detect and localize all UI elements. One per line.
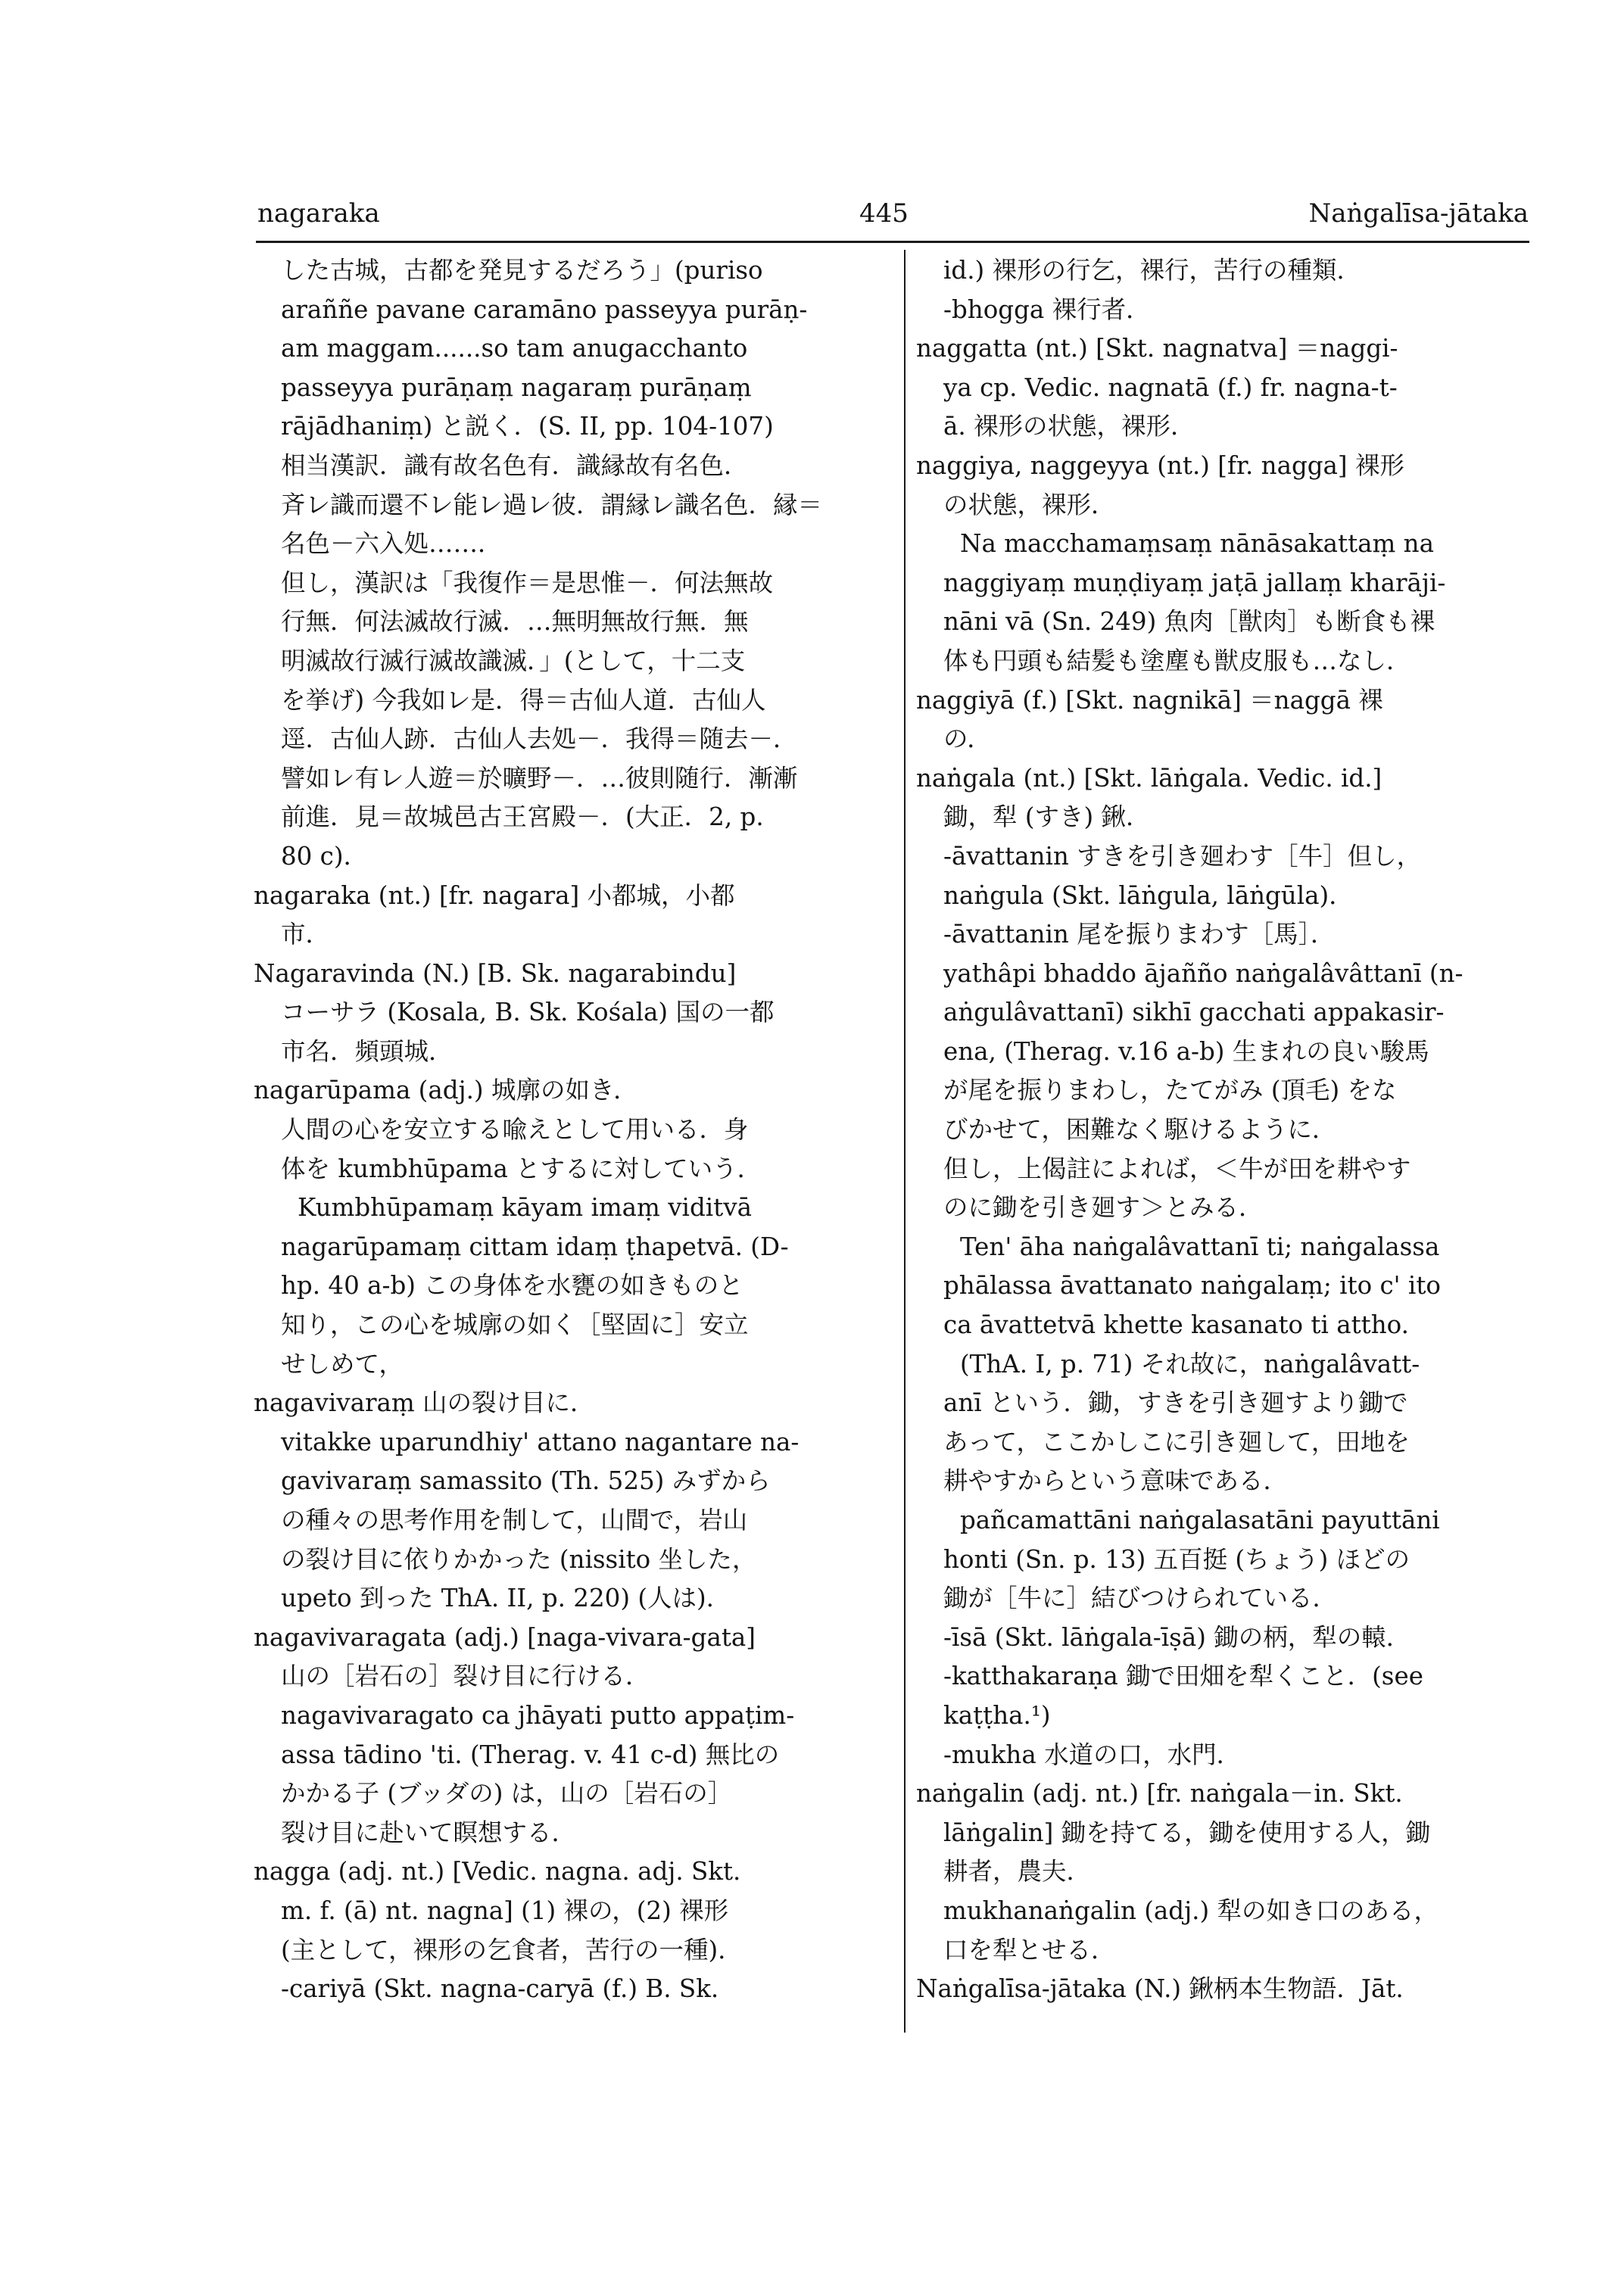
entry-text-line: vitakke uparundhiy' attano nagantare na-: [281, 1427, 800, 1456]
entry-text-line: ya cp. Vedic. nagnatā (f.) fr. nagna-t-: [943, 372, 1398, 402]
right-column: [916, 251, 1545, 2009]
entry-text-line: の裂け目に依りかかった (nissito 坐した，: [281, 1544, 757, 1574]
entry-text-line: upeto 到った ThA. II, p. 220) (人は)．: [281, 1584, 731, 1613]
entry-text-line: am maggam......so tam anugacchanto: [281, 334, 748, 363]
header-rule: [256, 241, 1529, 243]
entry-text-line: Na macchamaṃsaṃ nānāsakattaṃ na: [960, 529, 1434, 559]
entry-text-line: 逕．古仙人跡．古仙人去処－．我得＝随去－．: [281, 724, 798, 754]
entry-text-line: 耕やすからという意味である．: [943, 1466, 1289, 1496]
entry-text-line: 口を犁とせる．: [943, 1935, 1116, 1964]
entry-text-line: のに鋤を引き廻す＞とみる．: [943, 1193, 1264, 1223]
entry-text-line: assa tādino 'ti. (Therag. v. 41 c-d) 無比の: [281, 1740, 780, 1769]
entry-headword-line: nagga (adj. nt.) [Vedic. nagna. adj. Skt.: [254, 1857, 741, 1886]
entry-text-line: ca āvattetvā khette kasanato ti attho.: [943, 1310, 1409, 1340]
entry-text-line: の種々の思考作用を制して，山間で，岩山: [281, 1506, 748, 1534]
entry-text-line: pañcamattāni naṅgalasatāni payuttāni: [960, 1506, 1440, 1534]
entry-text-line: 但し，漢訳は「我復作＝是思惟－．何法無故: [281, 568, 774, 597]
entry-text-line: の．: [943, 724, 992, 754]
entry-text-line: nagarūpamaṃ cittam idaṃ ṭhapetvā. (D-: [281, 1232, 789, 1261]
entry-text-line: honti (Sn. p. 13) 五百挺 (ちょう) ほどの: [943, 1544, 1410, 1574]
entry-text-line: 前進．見＝故城邑古王宮殿－．(大正．2, p.: [281, 802, 764, 832]
entry-text-line: mukhanaṅgalin (adj.) 犁の如き口のある，: [943, 1896, 1439, 1925]
entry-text-line: kaṭṭha.¹): [943, 1700, 1051, 1730]
entry-text-line: m. f. (ā) nt. nagna] (1) 裸の，(2) 裸形: [281, 1896, 729, 1925]
entry-text-line: びかせて，困難なく駆けるように．: [943, 1115, 1337, 1145]
entry-text-line: passeyya purāṇaṃ nagaraṃ purāṇaṃ: [281, 372, 752, 402]
page-number: 445: [859, 198, 909, 229]
entry-text-line: naṅgula (Skt. lāṅgula, lāṅgūla)．: [943, 880, 1354, 910]
entry-text-line: 行無．何法滅故行滅．…無明無故行無．無: [281, 607, 749, 637]
entry-headword-line: nagaraka (nt.) [fr. nagara] 小都城，小都: [254, 880, 735, 910]
entry-text-line: ā. 裸形の状態，裸形．: [943, 412, 1195, 441]
entry-text-line: かかる子 (ブッダの) は，山の［岩石の］: [281, 1779, 733, 1809]
entry-text-line: の状態，裸形．: [943, 490, 1116, 519]
entry-text-line: Ten' āha naṅgalâvattanī ti; naṅgalassa: [960, 1232, 1440, 1261]
entry-text-line: rājādhaniṃ) と説く．(S. II, pp. 104-107): [281, 412, 774, 441]
entry-text-line: 80 c)．: [281, 841, 369, 871]
entry-text-line: 裂け目に赴いて瞑想する．: [281, 1818, 577, 1847]
entry-text-line: yathâpi bhaddo ājañño naṅgalâvâttanī (n-: [943, 958, 1463, 988]
entry-headword-line: Naṅgalīsa-jātaka (N.) 鍬柄本生物語．Jāt.: [916, 1974, 1404, 2004]
entry-text-line: phālassa āvattanato naṅgalaṃ; ito c' ito: [943, 1271, 1441, 1301]
entry-text-line: を挙げ) 今我如レ是．得＝古仙人道．古仙人: [281, 685, 766, 715]
entry-headword-line: naggiya, naggeyya (nt.) [fr. nagga] 裸形: [916, 450, 1404, 480]
entry-text-line: gavivaraṃ samassito (Th. 525) みずから: [281, 1466, 771, 1496]
entry-headword-line: naṅgala (nt.) [Skt. lāṅgala. Vedic. id.]: [916, 763, 1382, 793]
entry-headword-line: naggiyā (f.) [Skt. nagnikā] ＝naggā 裸: [916, 685, 1383, 715]
entry-text-line: コーサラ (Kosala, B. Sk. Kośala) 国の一都: [281, 998, 775, 1027]
entry-text-line: あって，ここかしこに引き廻して，田地を: [943, 1427, 1410, 1456]
left-column: [254, 251, 882, 2009]
entry-text-line: 体も円頭も結髪も塗塵も獣皮服も…なし．: [943, 646, 1411, 675]
column-divider: [904, 250, 906, 2033]
entry-text-line: 市名．頻頭城．: [281, 1036, 454, 1066]
entry-text-line: 鋤，犁 (すき) 鍬．: [943, 802, 1151, 832]
entry-text-line: (主として，裸形の乞食者，苦行の一種)．: [281, 1935, 743, 1964]
entry-text-line: -cariyā (Skt. nagna-caryā (f.) B. Sk.: [281, 1974, 719, 2004]
entry-text-line: 知り，この心を城廓の如く［堅固に］安立: [281, 1310, 749, 1340]
running-head-left: nagaraka: [257, 198, 380, 229]
entry-text-line: 耕者，農夫．: [943, 1857, 1092, 1886]
entry-text-line: id.) 裸形の行乞，裸行，苦行の種類．: [943, 256, 1362, 285]
entry-text-line: -āvattanin すきを引き廻わす［牛］但し，: [943, 841, 1422, 871]
entry-text-line: 鋤が［牛に］結びつけられている．: [943, 1584, 1338, 1613]
entry-text-line: -mukha 水道の口，水門．: [943, 1740, 1242, 1769]
entry-text-line: aṅgulâvattanī) sikhī gacchati appakasir-: [943, 998, 1445, 1027]
running-head-right: Naṅgalīsa-jātaka: [1308, 198, 1529, 229]
entry-text-line: 山の［岩石の］裂け目に行ける．: [281, 1662, 650, 1691]
entry-headword-line: Nagaravinda (N.) [B. Sk. nagarabindu]: [254, 958, 737, 988]
entry-text-line: 相当漢訳．識有故名色有．識縁故有名色．: [281, 450, 749, 480]
entry-text-line: (ThA. I, p. 71) それ故に，naṅgalâvatt-: [960, 1349, 1420, 1379]
entry-text-line: 明滅故行滅行滅故識滅．」(として，十二支: [281, 646, 746, 675]
entry-text-line: 人間の心を安立する喩えとして用いる．身: [281, 1115, 749, 1145]
entry-text-line: lāṅgalin] 鋤を持てる，鋤を使用する人，鋤: [943, 1818, 1431, 1847]
entry-text-line: した古城，古都を発見するだろう」(puriso: [281, 256, 763, 285]
entry-text-line: 斉レ識而還不レ能レ過レ彼．謂縁レ識名色．縁＝: [281, 490, 823, 519]
entry-text-line: 但し，上偈註によれば，＜牛が田を耕やす: [943, 1154, 1411, 1183]
entry-text-line: 名色－六入処……．: [281, 529, 503, 559]
entry-text-line: -āvattanin 尾を振りまわす［馬］．: [943, 920, 1336, 949]
entry-headword-line: naṅgalin (adj. nt.) [fr. naṅgala－in. Skt.: [916, 1779, 1403, 1809]
entry-headword-line: nagarūpama (adj.) 城廓の如き．: [254, 1076, 638, 1105]
entry-text-line: araññe pavane caramāno passeyya purāṇ-: [281, 294, 808, 324]
entry-text-line: ena, (Therag. v.16 a-b) 生まれの良い駿馬: [943, 1036, 1429, 1066]
entry-text-line: 市．: [281, 920, 331, 949]
entry-text-line: nagavivaragato ca jhāyati putto appaṭim-: [281, 1700, 795, 1730]
entry-text-line: が尾を振りまわし，たてがみ (頂毛) をな: [943, 1076, 1397, 1105]
entry-text-line: せしめて，: [281, 1349, 404, 1379]
entry-text-line: 体を kumbhūpama とするに対していう．: [281, 1154, 762, 1183]
entry-text-line: 譬如レ有レ人遊＝於曠野－．…彼則随行．漸漸: [281, 763, 798, 793]
entry-headword-line: naggatta (nt.) [Skt. nagnatva] ＝naggi-: [916, 334, 1398, 363]
entry-text-line: -bhogga 裸行者．: [943, 294, 1151, 324]
entry-text-line: anī という．鋤，すきを引き廻すより鋤で: [943, 1388, 1408, 1418]
entry-headword-line: nagavivaragata (adj.) [naga-vivara-gata]: [254, 1622, 756, 1652]
entry-text-line: nāni vā (Sn. 249) 魚肉［獣肉］も断食も裸: [943, 607, 1435, 637]
entry-text-line: -īsā (Skt. lāṅgala-īṣā) 鋤の柄，犁の轅．: [943, 1622, 1411, 1652]
entry-text-line: naggiyaṃ muṇḍiyaṃ jaṭā jallaṃ kharāji-: [943, 568, 1446, 597]
entry-text-line: -katthakaraṇa 鋤で田畑を犁くこと．(see: [943, 1662, 1423, 1691]
entry-text-line: hp. 40 a-b) この身体を水甕の如きものと: [281, 1271, 743, 1301]
entry-headword-line: nagavivaraṃ 山の裂け目に．: [254, 1388, 595, 1418]
entry-text-line: Kumbhūpamaṃ kāyam imaṃ viditvā: [298, 1193, 752, 1223]
